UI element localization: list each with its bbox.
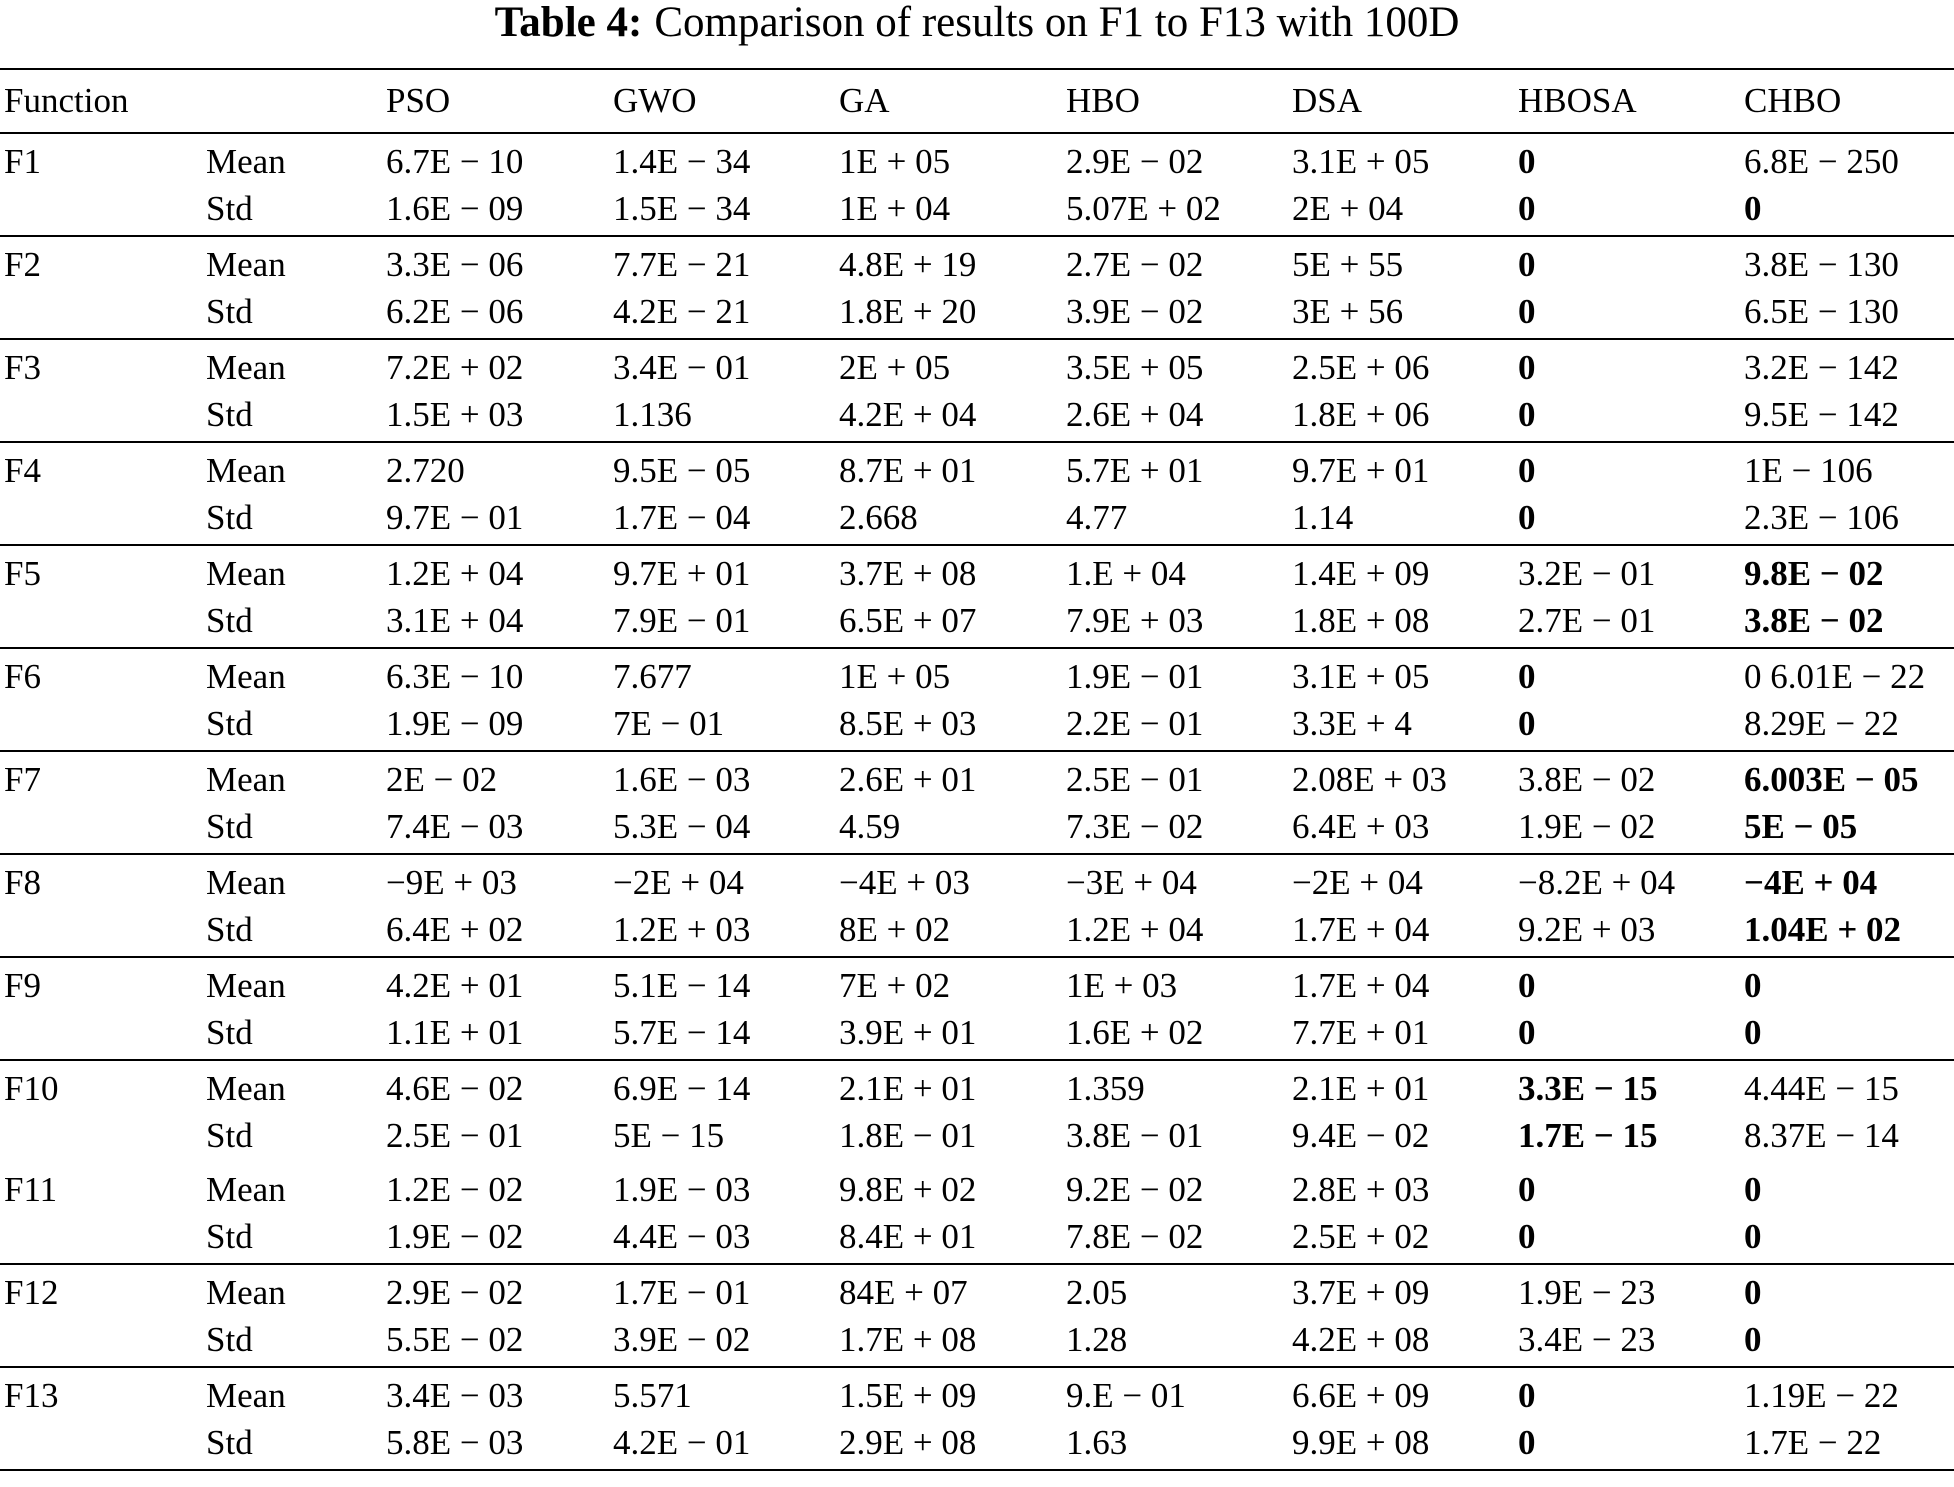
value-cell: 1.7E − 22	[1744, 1423, 1882, 1462]
value-cell: 8.7E + 01	[839, 451, 977, 490]
value-cell: 5.571	[613, 1376, 692, 1415]
function-cell: F11	[4, 1170, 58, 1209]
header-stat	[202, 69, 382, 133]
value-cell: 6.9E − 14	[613, 1069, 751, 1108]
value-cell: 9.9E + 08	[1292, 1423, 1430, 1462]
stat-label-cell: Std	[202, 1218, 382, 1264]
value-cell: 9.E − 01	[1066, 1376, 1186, 1415]
value-cell: 7.677	[613, 657, 692, 696]
value-cell: 1.2E + 04	[386, 554, 524, 593]
table-row	[0, 339, 1954, 396]
stat-label-cell: Std	[202, 705, 382, 751]
value-cell: 3.9E − 02	[1062, 293, 1288, 339]
stat-label-cell: Mean	[206, 657, 286, 696]
table-row	[0, 602, 1954, 648]
value-cell: 0	[1518, 966, 1536, 1005]
value-cell: 2.8E + 03	[1292, 1170, 1430, 1209]
value-cell: 6.8E − 250	[1744, 142, 1899, 181]
value-cell: 7.2E + 02	[386, 348, 524, 387]
value-cell: 7.9E − 01	[609, 602, 835, 648]
value-cell: 0	[1744, 1273, 1762, 1312]
value-cell: 4.2E + 01	[386, 966, 524, 1005]
value-cell: 2.720	[386, 451, 465, 490]
value-cell: 7.7E − 21	[613, 245, 751, 284]
value-cell: 9.2E + 03	[1514, 911, 1740, 957]
function-cell	[0, 911, 202, 957]
value-cell: 4.59	[835, 808, 1062, 854]
value-cell: 1.9E − 09	[382, 705, 609, 751]
value-cell: 1E − 106	[1744, 451, 1873, 490]
value-cell: 0	[1514, 190, 1740, 236]
value-cell: 2E + 04	[1288, 190, 1514, 236]
value-cell: 2.9E + 08	[839, 1423, 977, 1462]
function-cell	[0, 1424, 202, 1470]
value-cell: 7.7E + 01	[1288, 1014, 1514, 1060]
value-cell: 1.9E − 03	[613, 1170, 751, 1209]
value-cell: 3.7E + 09	[1292, 1273, 1430, 1312]
value-cell: 5.07E + 02	[1062, 190, 1288, 236]
value-cell: 0	[1514, 396, 1740, 442]
value-cell: 3.8E − 130	[1744, 245, 1899, 284]
value-cell: 0	[1518, 348, 1536, 387]
function-cell	[0, 602, 202, 648]
value-cell: 6.7E − 10	[386, 142, 524, 181]
table-row	[0, 499, 1954, 545]
value-cell: 6.4E + 03	[1288, 808, 1514, 854]
value-cell: 4.2E − 01	[613, 1423, 751, 1462]
table-header-row	[0, 69, 1954, 133]
function-cell	[0, 499, 202, 545]
value-cell: 1.8E + 06	[1288, 396, 1514, 442]
value-cell: 1.28	[1062, 1321, 1288, 1367]
value-cell: 0	[1518, 1423, 1536, 1462]
function-cell: F4	[4, 451, 41, 490]
value-cell: 8.4E + 01	[835, 1218, 1062, 1264]
table-row	[0, 1117, 1954, 1162]
value-cell: 1.7E − 01	[613, 1273, 751, 1312]
stat-label-cell: Mean	[206, 245, 286, 284]
caption-text: Comparison of results on F1 to F13 with 100D	[654, 0, 1460, 46]
stat-label-cell: Std	[202, 396, 382, 442]
value-cell: 1.6E − 03	[613, 760, 751, 799]
value-cell: 0	[1514, 1014, 1740, 1060]
value-cell: 9.7E + 01	[613, 554, 751, 593]
header-hbosa: HBOSA	[1514, 69, 1740, 133]
value-cell: 84E + 07	[839, 1273, 968, 1312]
header-gwo: GWO	[609, 69, 835, 133]
value-cell: 9.8E − 02	[1744, 554, 1884, 593]
table-row	[0, 648, 1954, 705]
value-cell: 5.5E − 02	[382, 1321, 609, 1367]
value-cell: 2.6E + 01	[839, 760, 977, 799]
value-cell: 9.5E − 05	[613, 451, 751, 490]
value-cell: 1.136	[609, 396, 835, 442]
value-cell: 0	[1518, 1170, 1536, 1209]
table-row	[0, 1264, 1954, 1321]
value-cell: 5.3E − 04	[609, 808, 835, 854]
function-cell: F1	[4, 142, 41, 181]
stat-label-cell: Std	[202, 1321, 382, 1367]
value-cell: −3E + 04	[1066, 863, 1197, 902]
stat-label-cell: Mean	[206, 554, 286, 593]
table-row	[0, 1424, 1954, 1470]
value-cell: 1.14	[1288, 499, 1514, 545]
table-row	[0, 808, 1954, 854]
table-row	[0, 133, 1954, 190]
value-cell: 0	[1518, 657, 1536, 696]
value-cell: 2.668	[835, 499, 1062, 545]
value-cell: 0	[1514, 705, 1740, 751]
value-cell: 1.63	[1066, 1423, 1128, 1462]
value-cell: −4E + 03	[839, 863, 970, 902]
value-cell: 3E + 56	[1288, 293, 1514, 339]
value-cell: 1E + 05	[839, 657, 951, 696]
value-cell: 4.2E + 04	[835, 396, 1062, 442]
value-cell: 3.7E + 08	[839, 554, 977, 593]
value-cell: 9.5E − 142	[1740, 396, 1954, 442]
stat-label-cell: Mean	[206, 966, 286, 1005]
value-cell: −2E + 04	[613, 863, 744, 902]
table-row	[0, 442, 1954, 499]
value-cell: 4.2E − 21	[609, 293, 835, 339]
stat-label-cell: Std	[202, 293, 382, 339]
value-cell: 1.7E − 15	[1518, 1116, 1658, 1155]
header-pso: PSO	[382, 69, 609, 133]
value-cell: 5E − 05	[1740, 808, 1954, 854]
value-cell: 5E − 15	[613, 1116, 725, 1155]
value-cell: 4.44E − 15	[1744, 1069, 1899, 1108]
value-cell: 1.7E + 08	[835, 1321, 1062, 1367]
table-row	[0, 911, 1954, 957]
function-cell	[0, 190, 202, 236]
value-cell: 1.7E + 04	[1288, 911, 1514, 957]
value-cell: 0	[1518, 451, 1536, 490]
stat-label-cell: Std	[202, 499, 382, 545]
stat-label-cell: Mean	[206, 1273, 286, 1312]
value-cell: 6.2E − 06	[382, 293, 609, 339]
stat-label-cell: Mean	[206, 348, 286, 387]
value-cell: 8E + 02	[835, 911, 1062, 957]
value-cell: 3.4E − 03	[386, 1376, 524, 1415]
function-cell	[0, 293, 202, 339]
value-cell: 0	[1744, 966, 1762, 1005]
value-cell: 0	[1744, 1170, 1762, 1209]
stat-label-cell: Mean	[206, 451, 286, 490]
value-cell: 0	[1518, 142, 1536, 181]
value-cell: 0	[1740, 190, 1954, 236]
stat-label-cell: Mean	[206, 1170, 286, 1209]
value-cell: 3.9E + 01	[835, 1014, 1062, 1060]
value-cell: 1E + 03	[1066, 966, 1178, 1005]
table-row	[0, 396, 1954, 442]
stat-label-cell: Mean	[206, 1069, 286, 1108]
value-cell: 6.5E + 07	[835, 602, 1062, 648]
value-cell: 1E + 05	[839, 142, 951, 181]
function-cell: F6	[4, 657, 41, 696]
value-cell: 0	[1518, 245, 1536, 284]
function-cell: F3	[4, 348, 41, 387]
value-cell: 7.9E + 03	[1062, 602, 1288, 648]
function-cell	[0, 808, 202, 854]
value-cell: 1.5E − 34	[609, 190, 835, 236]
value-cell: 2.2E − 01	[1062, 705, 1288, 751]
value-cell: 2.05	[1066, 1273, 1128, 1312]
value-cell: 3.3E − 15	[1518, 1069, 1658, 1108]
value-cell: 3.2E − 01	[1518, 554, 1656, 593]
value-cell: 1.8E − 01	[839, 1116, 977, 1155]
value-cell: 5.7E − 14	[609, 1014, 835, 1060]
value-cell: 9.2E − 02	[1066, 1170, 1204, 1209]
value-cell: 8.37E − 14	[1744, 1116, 1899, 1155]
value-cell: 1.5E + 03	[382, 396, 609, 442]
function-cell	[0, 705, 202, 751]
value-cell: 1.8E + 20	[835, 293, 1062, 339]
value-cell: 9.7E + 01	[1292, 451, 1430, 490]
value-cell: 2.7E − 02	[1066, 245, 1204, 284]
function-cell: F7	[4, 760, 41, 799]
value-cell: 1.7E + 04	[1292, 966, 1430, 1005]
value-cell: 0 6.01E − 22	[1744, 657, 1926, 696]
value-cell: −4E + 04	[1744, 863, 1878, 902]
value-cell: 2.9E − 02	[386, 1273, 524, 1312]
value-cell: 0	[1518, 1376, 1536, 1415]
table-row	[0, 1060, 1954, 1117]
value-cell: 8.5E + 03	[835, 705, 1062, 751]
function-cell: F9	[4, 966, 41, 1005]
table-row	[0, 705, 1954, 751]
stat-label-cell: Std	[206, 1423, 253, 1462]
table-row	[0, 545, 1954, 602]
value-cell: 3.2E − 142	[1744, 348, 1899, 387]
stat-label-cell: Std	[202, 1014, 382, 1060]
value-cell: 4.2E + 08	[1288, 1321, 1514, 1367]
stat-label-cell: Std	[206, 1116, 253, 1155]
function-cell	[0, 1014, 202, 1060]
value-cell: 6.4E + 02	[382, 911, 609, 957]
function-cell: F13	[4, 1376, 59, 1415]
value-cell: 0	[1514, 1218, 1740, 1264]
value-cell: 2.7E − 01	[1514, 602, 1740, 648]
table-row	[0, 190, 1954, 236]
value-cell: 1.4E − 34	[613, 142, 751, 181]
value-cell: 4.6E − 02	[386, 1069, 524, 1108]
value-cell: 2.5E − 01	[386, 1116, 524, 1155]
value-cell: 5.1E − 14	[613, 966, 751, 1005]
value-cell: 7.3E − 02	[1062, 808, 1288, 854]
value-cell: 2E − 02	[386, 760, 498, 799]
value-cell: 7E + 02	[839, 966, 951, 1005]
stat-label-cell: Mean	[206, 142, 286, 181]
stat-label-cell: Mean	[206, 1376, 286, 1415]
results-table	[0, 68, 1954, 1471]
stat-label-cell: Std	[202, 911, 382, 957]
value-cell: 1E + 04	[835, 190, 1062, 236]
value-cell: 1.9E − 01	[1066, 657, 1204, 696]
value-cell: 1.2E − 02	[386, 1170, 524, 1209]
function-cell	[0, 1321, 202, 1367]
value-cell: 9.7E − 01	[382, 499, 609, 545]
value-cell: 2.1E + 01	[1292, 1069, 1430, 1108]
value-cell: 1.359	[1066, 1069, 1145, 1108]
value-cell: 3.3E + 4	[1288, 705, 1514, 751]
function-cell	[0, 1218, 202, 1264]
value-cell: 4.77	[1062, 499, 1288, 545]
value-cell: 2.5E − 01	[1066, 760, 1204, 799]
value-cell: 6.5E − 130	[1740, 293, 1954, 339]
function-cell	[0, 396, 202, 442]
table-row	[0, 1162, 1954, 1218]
value-cell: 1.4E + 09	[1292, 554, 1430, 593]
value-cell: −9E + 03	[386, 863, 517, 902]
header-hbo: HBO	[1062, 69, 1288, 133]
value-cell: −8.2E + 04	[1518, 863, 1676, 902]
value-cell: 2.9E − 02	[1066, 142, 1204, 181]
value-cell: 3.8E − 02	[1740, 602, 1954, 648]
value-cell: 2.6E + 04	[1062, 396, 1288, 442]
value-cell: 0	[1740, 1321, 1954, 1367]
value-cell: 6.3E − 10	[386, 657, 524, 696]
stat-label-cell: Mean	[206, 760, 286, 799]
table-row	[0, 751, 1954, 808]
value-cell: 5E + 55	[1292, 245, 1404, 284]
value-cell: 5.8E − 03	[386, 1423, 524, 1462]
value-cell: 1.2E + 03	[609, 911, 835, 957]
function-cell: F12	[4, 1273, 59, 1312]
value-cell: 3.9E − 02	[609, 1321, 835, 1367]
table-body	[0, 133, 1954, 1470]
header-function: Function	[0, 69, 202, 133]
value-cell: 3.4E − 23	[1514, 1321, 1740, 1367]
header-dsa: DSA	[1288, 69, 1514, 133]
value-cell: 9.8E + 02	[839, 1170, 977, 1209]
value-cell: 3.1E + 05	[1292, 657, 1430, 696]
function-cell: F8	[4, 863, 41, 902]
table-row	[0, 1218, 1954, 1264]
value-cell: 5.7E + 01	[1066, 451, 1204, 490]
value-cell: 2.3E − 106	[1740, 499, 1954, 545]
value-cell: 3.1E + 04	[382, 602, 609, 648]
value-cell: 1.9E − 23	[1518, 1273, 1656, 1312]
value-cell: 3.8E − 02	[1518, 760, 1656, 799]
table-row	[0, 236, 1954, 293]
table-row	[0, 1367, 1954, 1424]
value-cell: 0	[1740, 1014, 1954, 1060]
value-cell: 3.1E + 05	[1292, 142, 1430, 181]
value-cell: 6.6E + 09	[1292, 1376, 1430, 1415]
value-cell: 1.8E + 08	[1288, 602, 1514, 648]
header-ga: GA	[835, 69, 1062, 133]
table-row	[0, 957, 1954, 1014]
function-cell: F2	[4, 245, 41, 284]
value-cell: 7.8E − 02	[1062, 1218, 1288, 1264]
value-cell: 1.1E + 01	[382, 1014, 609, 1060]
value-cell: 6.003E − 05	[1744, 760, 1919, 799]
caption-label: Table 4:	[494, 0, 643, 46]
value-cell: 2.5E + 02	[1288, 1218, 1514, 1264]
value-cell: 0	[1514, 499, 1740, 545]
value-cell: 1.04E + 02	[1740, 911, 1954, 957]
value-cell: 3.4E − 01	[613, 348, 751, 387]
table-row	[0, 293, 1954, 339]
stat-label-cell: Mean	[206, 863, 286, 902]
stat-label-cell: Std	[202, 602, 382, 648]
value-cell: 1.5E + 09	[839, 1376, 977, 1415]
stat-label-cell: Std	[202, 190, 382, 236]
value-cell: 1.2E + 04	[1062, 911, 1288, 957]
value-cell: 3.8E − 01	[1066, 1116, 1204, 1155]
value-cell: 3.3E − 06	[386, 245, 524, 284]
value-cell: 4.8E + 19	[839, 245, 977, 284]
table-row	[0, 1321, 1954, 1367]
function-cell: F10	[4, 1069, 59, 1108]
function-cell: F5	[4, 554, 41, 593]
table-row	[0, 1014, 1954, 1060]
value-cell: 9.4E − 02	[1292, 1116, 1430, 1155]
value-cell: 2.08E + 03	[1292, 760, 1447, 799]
value-cell: 1.19E − 22	[1744, 1376, 1899, 1415]
value-cell: 2.5E + 06	[1292, 348, 1430, 387]
function-cell	[0, 1117, 202, 1162]
value-cell: 7.4E − 03	[382, 808, 609, 854]
value-cell: 1.9E − 02	[1514, 808, 1740, 854]
table-caption	[0, 0, 1954, 52]
value-cell: 0	[1740, 1218, 1954, 1264]
value-cell: 0	[1514, 293, 1740, 339]
value-cell: 7E − 01	[609, 705, 835, 751]
value-cell: 2.1E + 01	[839, 1069, 977, 1108]
value-cell: 2E + 05	[839, 348, 951, 387]
value-cell: 4.4E − 03	[609, 1218, 835, 1264]
value-cell: −2E + 04	[1292, 863, 1423, 902]
stat-label-cell: Std	[202, 808, 382, 854]
value-cell: 1.7E − 04	[609, 499, 835, 545]
value-cell: 1.E + 04	[1066, 554, 1186, 593]
value-cell: 1.6E − 09	[382, 190, 609, 236]
value-cell: 8.29E − 22	[1740, 705, 1954, 751]
value-cell: 3.5E + 05	[1066, 348, 1204, 387]
header-chbo: CHBO	[1740, 69, 1954, 133]
table-row	[0, 854, 1954, 911]
value-cell: 1.9E − 02	[382, 1218, 609, 1264]
value-cell: 1.6E + 02	[1062, 1014, 1288, 1060]
